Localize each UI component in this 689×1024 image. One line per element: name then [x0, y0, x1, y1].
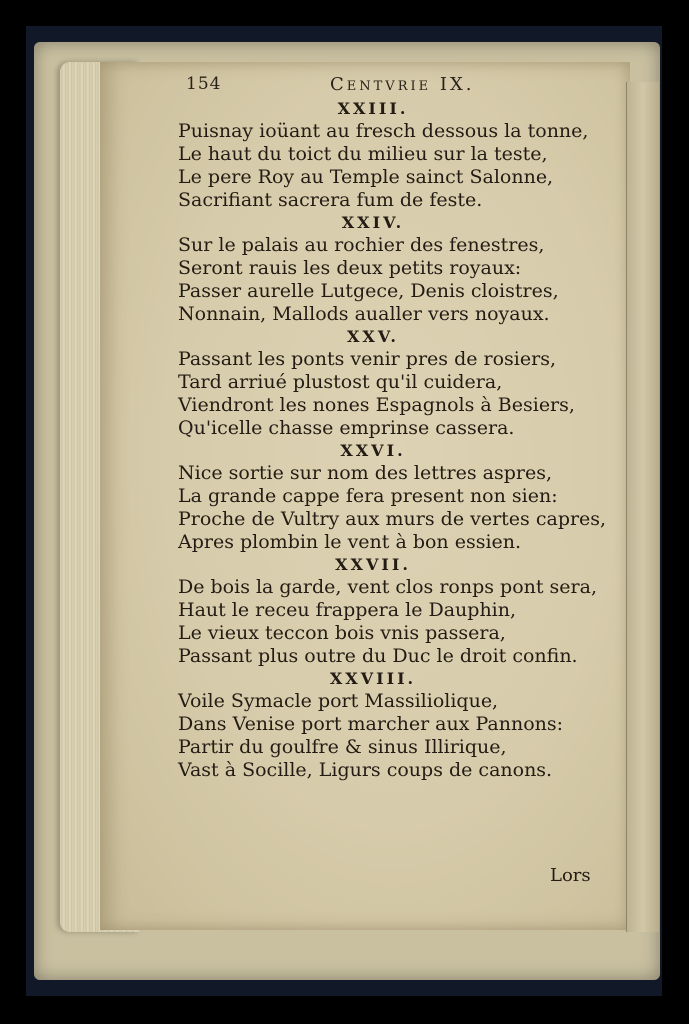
page-number: 154 [186, 74, 222, 94]
quatrain-numeral: XXVIII. [329, 669, 417, 688]
verse-line: Tard arriué plustost qu'il cuidera, [178, 371, 503, 393]
quatrain-numeral: XXVII. [335, 555, 411, 574]
running-head: Centvrie IX. [330, 74, 475, 95]
verse-line: De bois la garde, vent clos ronps pont sera, [178, 576, 597, 598]
page-edges-right [626, 82, 659, 932]
verse-line: Le pere Roy au Temple sainct Salonne, [178, 166, 554, 188]
verse-line: Nice sortie sur nom des lettres aspres, [178, 462, 552, 484]
verse-text [178, 98, 607, 782]
verse-line: Proche de Vultry aux murs de vertes capres, [178, 508, 607, 530]
verse-line: Puisnay ioüant au fresch dessous la tonne, [178, 120, 589, 142]
verse-line: Passant les ponts venir pres de rosiers, [178, 348, 556, 370]
quatrain [178, 326, 598, 440]
quatrain [178, 554, 598, 668]
quatrain [178, 98, 598, 212]
verse-line: Le vieux teccon bois vnis passera, [178, 622, 506, 644]
verse-line: Passant plus outre du Duc le droit confin. [178, 645, 578, 667]
verse-line: Sacrifiant sacrera fum de feste. [178, 189, 483, 211]
verse-line: Le haut du toict du milieu sur la teste, [178, 143, 548, 165]
quatrain [178, 440, 607, 554]
quatrain [178, 668, 598, 782]
verse-line: Partir du goulfre & sinus Illirique, [178, 736, 507, 758]
quatrain-numeral: XXIV. [341, 213, 405, 232]
verse-line: La grande cappe fera present non sien: [178, 485, 558, 507]
verse-line: Sur le palais au rochier des fenestres, [178, 234, 545, 256]
verse-line: Dans Venise port marcher aux Pannons: [178, 713, 564, 735]
verse-line: Viendront les nones Espagnols à Besiers, [178, 394, 575, 416]
quatrain-numeral: XXV. [346, 327, 399, 346]
verse-line: Qu'icelle chasse emprinse cassera. [178, 417, 515, 439]
page-header [186, 74, 546, 98]
quatrain-numeral: XXIII. [337, 99, 409, 118]
verse-line: Vast à Socille, Ligurs coups de canons. [178, 759, 553, 781]
verse-line: Passer aurelle Lutgece, Denis cloistres, [178, 280, 559, 302]
quatrain [178, 212, 598, 326]
catchword: Lors [550, 865, 591, 886]
verse-line: Voile Symacle port Massiliolique, [178, 690, 499, 712]
verse-line: Apres plombin le vent à bon essien. [178, 531, 522, 553]
verse-line: Seront rauis les deux petits royaux: [178, 257, 522, 279]
quatrain-numeral: XXVI. [340, 441, 406, 460]
verse-line: Nonnain, Mallods aualler vers noyaux. [178, 303, 550, 325]
verse-line: Haut le receu frappera le Dauphin, [178, 599, 517, 621]
